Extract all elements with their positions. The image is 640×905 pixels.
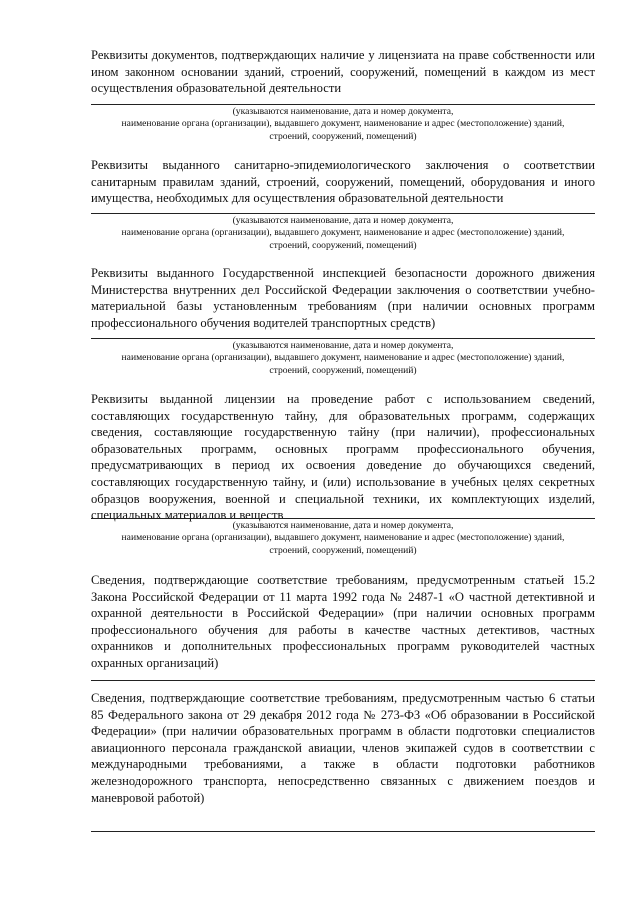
fill-in-line bbox=[91, 104, 595, 105]
caption-line: (указываются наименование, дата и номер документа, bbox=[232, 520, 454, 531]
caption-line: строений, сооружений, помещений) bbox=[269, 544, 417, 556]
fill-in-line bbox=[91, 680, 595, 681]
paragraph-ownership-documents: Реквизиты документов, подтверждающих наличие у лицензиата на праве собственности или ином законном основании зданий, строений, сооружений, помещений в каждом из мест осуществления образовательной деятельности bbox=[91, 48, 595, 96]
field-caption bbox=[91, 520, 595, 557]
fill-in-line bbox=[91, 831, 595, 832]
fill-in-line bbox=[91, 213, 595, 214]
caption-line: наименование органа (организации), выдавшего документ, наименование и адрес (местоположение) зданий, bbox=[121, 118, 565, 130]
paragraph-sanitary-conclusion: Реквизиты выданного санитарно-эпидемиологического заключения о соответствии санитарным правилам зданий, строений, сооружений, помещений, оборудования и иного имущества, необходимых для осуществления образовательной деятельности bbox=[91, 158, 595, 206]
field-caption bbox=[91, 340, 595, 377]
paragraph-state-secret-license: Реквизиты выданной лицензии на проведение работ с использованием сведений, составляющих государственную тайну, для образовательных программ, содержащих сведения, составляющие государственную тайну (при наличии), профессиональных образовательных программ, основных программ профессионального обучения, предусматривающих в период их освоения доведение до обучающихся сведений, составляющих государственную тайну, и (или) использование в учебных целях секретных образцов вооружения, военной и специальной техники, их комплектующих изделий, специальных материалов и веществ bbox=[91, 392, 595, 523]
caption-line: наименование органа (организации), выдавшего документ, наименование и адрес (местоположение) зданий, bbox=[121, 532, 565, 544]
caption-line: (указываются наименование, дата и номер документа, bbox=[232, 340, 454, 351]
caption-line: строений, сооружений, помещений) bbox=[269, 239, 417, 251]
caption-line: (указываются наименование, дата и номер документа, bbox=[232, 215, 454, 226]
caption-line: (указываются наименование, дата и номер документа, bbox=[232, 106, 454, 117]
caption-line: строений, сооружений, помещений) bbox=[269, 364, 417, 376]
caption-line: строений, сооружений, помещений) bbox=[269, 130, 417, 142]
fill-in-line bbox=[91, 518, 595, 519]
paragraph-private-security-requirements: Сведения, подтверждающие соответствие требованиям, предусмотренным статьей 15.2 Закона Российской Федерации от 11 марта 1992 года № 2487-1 «О частной детективной и охранной деятельности в Российской Федерации» (при наличии основных программ профессионального обучения для работы в качестве частных детективов, частных охранников и дополнительных профессиональных программ руководителей частных охранных организаций) bbox=[91, 573, 595, 670]
paragraph-traffic-inspection-conclusion: Реквизиты выданного Государственной инспекцией безопасности дорожного движения Министерства внутренних дел Российской Федерации заключения о соответствии учебно-материальной базы установленным требованиям (при наличии основных программ профессионального обучения водителей транспортных средств) bbox=[91, 266, 595, 330]
field-caption bbox=[91, 215, 595, 252]
fill-in-line bbox=[91, 338, 595, 339]
caption-line: наименование органа (организации), выдавшего документ, наименование и адрес (местоположение) зданий, bbox=[121, 352, 565, 364]
caption-line: наименование органа (организации), выдавшего документ, наименование и адрес (местоположение) зданий, bbox=[121, 227, 565, 239]
paragraph-aviation-railway-requirements: Сведения, подтверждающие соответствие требованиям, предусмотренным частью 6 статьи 85 Федерального закона от 29 декабря 2012 года № 273-ФЗ «Об образовании в Российской Федерации» (при наличии образовательных программ в области подготовки специалистов авиационного персонала гражданской авиации, членов экипажей судов в соответствии с международными требованиями, а также в области подготовки работников железнодорожного транспорта, непосредственно связанных с движением поездов и маневровой работой) bbox=[91, 691, 595, 805]
field-caption bbox=[91, 106, 595, 143]
